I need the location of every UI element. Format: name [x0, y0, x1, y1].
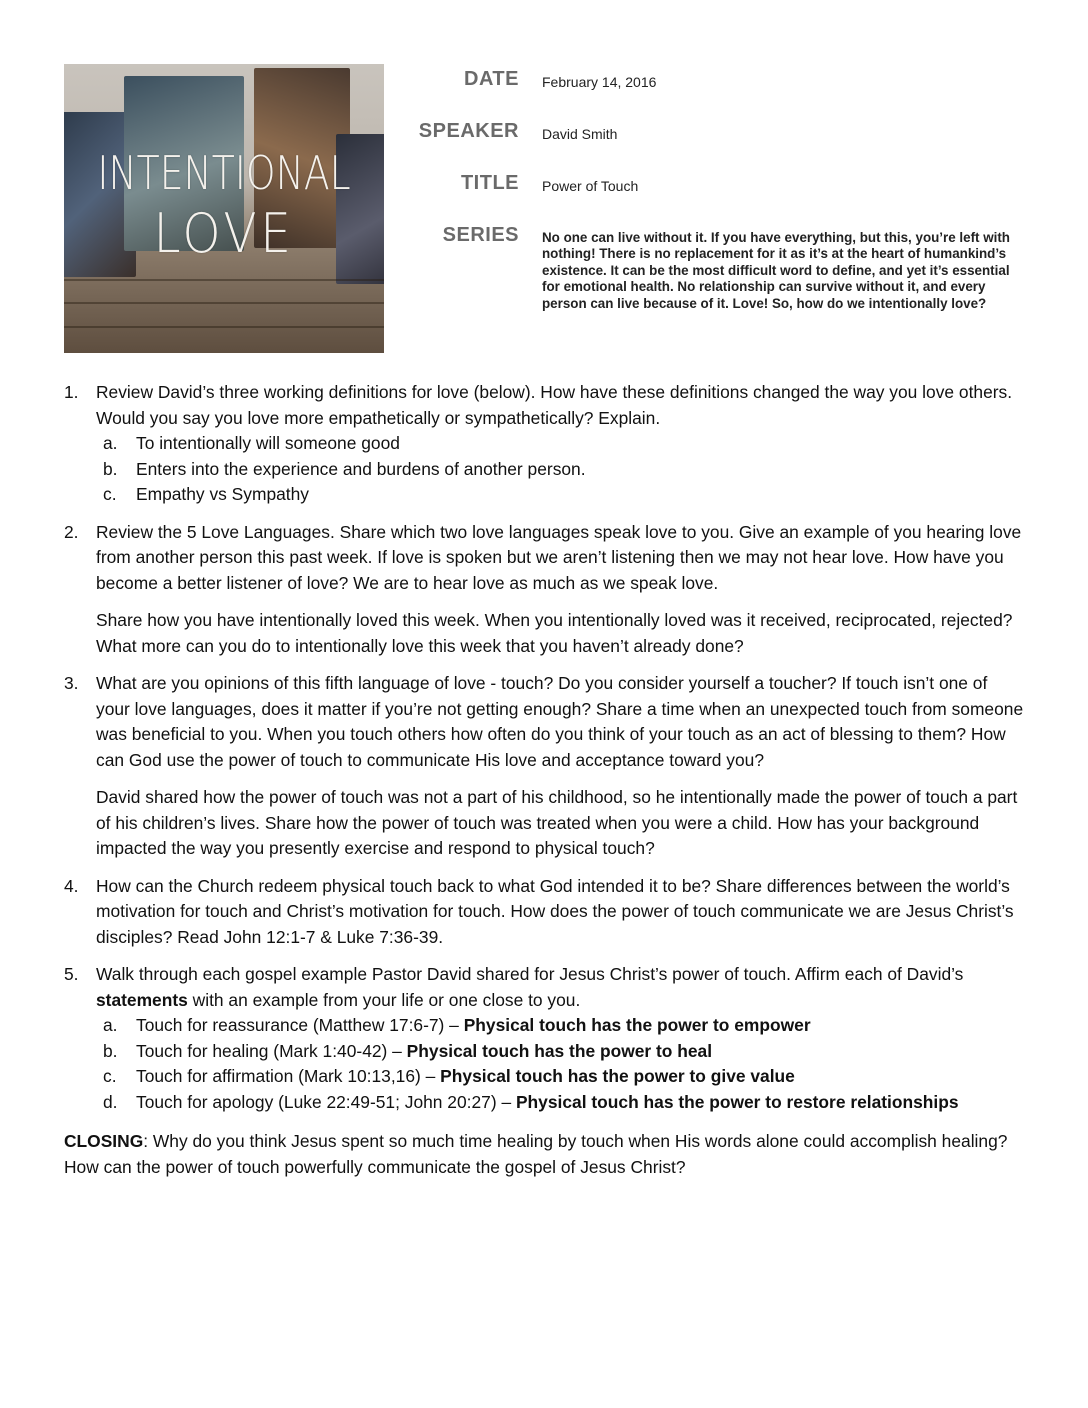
sub-text: Touch for apology (Luke 22:49-51; John 20:27) – [136, 1091, 516, 1112]
series-description: No one can live without it. If you have everything, but this, you’re left with nothing! There is no replacement for it as it’s at the heart of humankind’s existence. It can be the most difficult word to define, and yet it’s essential for emotional health. No relationship can survive without it, and every person can live because of it. Love! So, how do we intentionally love? [542, 230, 1010, 311]
discussion-questions [64, 380, 1024, 1197]
question-text-part: with an example from your life or one close to you. [187, 989, 581, 1010]
question-1 [64, 380, 1024, 508]
cover-title-line1: INTENTIONAL [97, 146, 351, 200]
sub-bold-statement: Physical touch has the power to restore relationships [515, 1091, 959, 1112]
question-number: 1. [64, 382, 79, 402]
sub-letter: c. [103, 1066, 117, 1086]
sub-item [96, 1013, 1024, 1039]
question-4 [64, 874, 1024, 951]
question-text: How can the Church redeem physical touch back to what God intended it to be? Share differences between the world’s motivation for touch and Christ’s motivation for touch. How does the power of touch communicate we are Jesus Christ’s disciples? Read John 12:1-7 & Luke 7:36-39. [96, 875, 1014, 947]
closing-paragraph [64, 1129, 1024, 1180]
question-5 [64, 962, 1024, 1115]
sub-bold-statement: Physical touch has the power to heal [406, 1040, 713, 1061]
sub-letter: b. [103, 458, 118, 479]
cover-title-line2: LOVE [153, 202, 295, 265]
wood-plank-line [64, 326, 384, 328]
question-number: 5. [64, 964, 79, 984]
question-text [96, 962, 1024, 1013]
sub-item [96, 482, 1024, 508]
question-2 [64, 520, 1024, 660]
sub-bold-statement: Physical touch has the power to give value [440, 1066, 795, 1086]
series-label: SERIES [442, 224, 519, 246]
sub-bold-statement: Physical touch has the power to empower [463, 1015, 811, 1035]
sub-letter: c. [103, 484, 117, 504]
date-label: DATE [464, 68, 519, 90]
question-number: 3. [64, 673, 79, 693]
sub-item [96, 1090, 1024, 1116]
sub-text: To intentionally will someone good [136, 433, 400, 453]
title-label: TITLE [460, 172, 519, 194]
sub-item [96, 1039, 1024, 1065]
sub-text: Touch for healing (Mark 1:40-42) – [136, 1040, 407, 1061]
wood-plank-line [64, 279, 384, 281]
closing-text: : Why do you think Jesus spent so much time healing by touch when His words alone could accomplish healing? How can the power of touch powerfully communicate the gospel of Jesus Christ? [64, 1131, 1008, 1177]
sub-text: Touch for reassurance (Matthew 17:6-7) – [136, 1015, 464, 1035]
wood-plank-line [64, 302, 384, 304]
speaker-value: David Smith [542, 126, 618, 142]
sub-text: Empathy vs Sympathy [136, 484, 310, 504]
question-3 [64, 671, 1024, 862]
series-cover-image [64, 64, 384, 353]
question-number: 4. [64, 875, 79, 896]
sub-letter: b. [103, 1040, 118, 1061]
date-value: February 14, 2016 [542, 74, 657, 90]
question-text: Review the 5 Love Languages. Share which two love languages speak love to you. Give an example of you hearing love from another person this past week. If love is spoken but we aren’t listening then we may not hear love. How have you become a better listener of love? We are to hear love as much as we speak love. [96, 521, 1022, 593]
speaker-label: SPEAKER [418, 120, 519, 142]
sub-letter: d. [103, 1091, 118, 1112]
sub-letter: a. [103, 1015, 118, 1035]
title-value: Power of Touch [542, 178, 639, 194]
question-text: What are you opinions of this fifth language of love - touch? Do you consider yourself a toucher? If touch isn’t one of your love languages, does it matter if you’re not getting enough? Share a time when an unexpected touch from someone was beneficial to you. When you touch others how often do you think of your touch as an act of blessing to them? How can God use the power of touch to communicate His love and acceptance toward you? [96, 673, 1024, 770]
closing-label: CLOSING [64, 1131, 144, 1151]
question-text-bold: statements [96, 989, 188, 1010]
question-number: 2. [64, 521, 79, 542]
question-followup: Share how you have intentionally loved this week. When you intentionally loved was it received, reciprocated, rejected? What more can you do to intentionally love this week that you haven’t already done? [96, 610, 1013, 656]
sub-text: Enters into the experience and burdens of another person. [136, 458, 586, 479]
sub-letter: a. [103, 433, 118, 453]
sub-text: Touch for affirmation (Mark 10:13,16) – [136, 1066, 441, 1086]
sub-item [96, 457, 1024, 483]
sub-item [96, 1064, 1024, 1090]
question-text: Review David’s three working definitions for love (below). How have these definitions changed the way you love others. Would you say you love more empathetically or sympathetically? Explain. [96, 382, 1013, 428]
question-followup: David shared how the power of touch was not a part of his childhood, so he intentionally made the power of touch a part of his children’s lives. Share how the power of touch was treated when you were a child. How has your background impacted the way you presently exercise and respond to physical touch? [96, 787, 1018, 858]
sub-item [96, 431, 1024, 457]
question-text-part: Walk through each gospel example Pastor David shared for Jesus Christ’s power of touch. Affirm each of David’s [96, 964, 964, 984]
